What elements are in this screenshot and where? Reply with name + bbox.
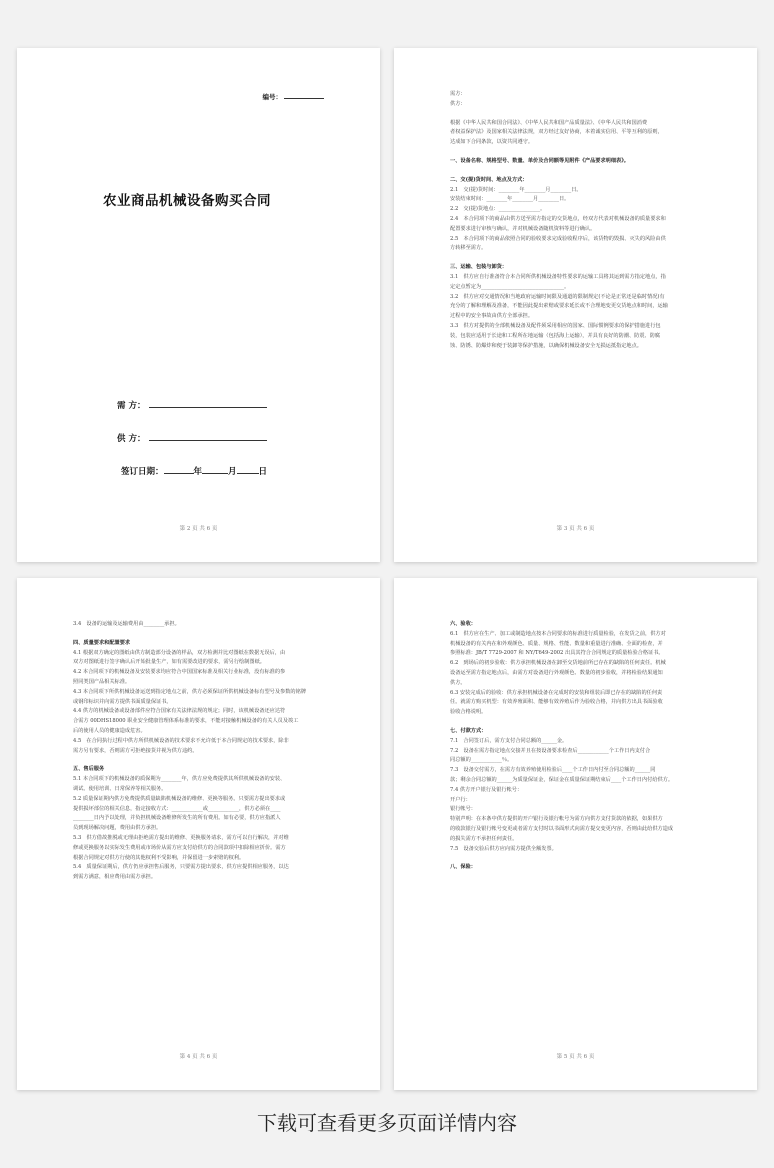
page-number: 第 5 页 共 6 页 [556, 1054, 595, 1060]
text-line: 银行帐号： [450, 806, 476, 813]
year-blank [164, 465, 194, 474]
text-line: 修或更换服务以实际发生费用或市场价从需方应支付给供方的合同款项中扣除相应折价。需方 [73, 844, 286, 851]
text-line: 配置要求进行审核与确认，并对机械设备随机资料等进行确认。 [450, 225, 596, 232]
text-line: 提供损坏部位的相关信息，指定接收方式：____________或____________，供方必须在____ [73, 805, 281, 812]
text-line: 者权益保护法》及国家相关法律法规，双方经过友好协商，本着诚实信用、平等互利的原则， [450, 129, 663, 136]
paragraph-gap [450, 854, 727, 863]
text-line: 款；剩余合同总额的______为质量保证金，保证金在质量保证期结束后____个工作日内付给供方。 [450, 776, 674, 783]
buyer-label: 需 方： [117, 401, 146, 411]
buyer-signature-line [117, 399, 267, 411]
section-heading: 五、售后服务 [73, 766, 105, 773]
text-line: ________日内予以处理，并负担机械设备维修所发生的所有费用。如有必要，供方应指派人 [73, 815, 281, 822]
text-line: 蚀、防锈、防爆炸和便于装卸等保护措施，以确保机械设备安全无损运抵指定地点。 [450, 342, 642, 349]
text-line: 合需方 00DHS18000 职业安全健康管理体系标准的要求，不能对接触机械设备的有关人员及竣工 [73, 718, 299, 725]
text-line: 装，包装应适用于长途和工程所在地运输（包括海上运输），并具有良好的防潮、防震、防腐 [450, 332, 661, 339]
page-body [450, 90, 727, 351]
text-line: 4.3 本合同项下所供机械设备运送到指定地点之前，供方必须保证所供机械设备标有型号及参数的铭牌 [73, 688, 306, 695]
text-line: 参照标准：JB/T 7729-2007 和 NY/T649-2002 出具其符合合同规定的质量检验合格证书。 [450, 650, 664, 657]
year-label: 年 [193, 467, 203, 477]
text-line: 过程中的安全事故由供方全部承担。 [450, 313, 534, 320]
text-line: 4.4 供方的机械设备或设备部件应符合国家有关法律法规的规定；同时，该机械设备还应达符 [73, 708, 286, 715]
page-number: 第 4 页 共 6 页 [179, 1054, 218, 1060]
contract-page-5 [394, 578, 757, 1090]
day-blank [237, 465, 259, 474]
page-body [73, 620, 350, 883]
text-line: 供方： [450, 100, 466, 107]
text-line: 验收合格说明。 [450, 709, 487, 716]
text-line: 到需方满意，相应费用由需方承担。 [73, 874, 157, 881]
text-line: 7.1 合同签订后，需方支付合同总额的______金。 [450, 737, 568, 744]
text-line: 3.1 供方应自行准备符合本合同所供机械设备特性要求的运输工具将其运到需方指定地点，指 [450, 273, 666, 280]
contract-page-2 [17, 48, 380, 562]
text-line: 3.2 供方应对交通情况和当地政府运输时间限及通道的限制规定(不论是正常还是临时情况)有 [450, 293, 665, 300]
paragraph-gap [450, 110, 727, 119]
text-line: 3.3 供方对提供的全部机械设备及配件须采用相应的国家、国际惯例要求的保护措施进行包 [450, 322, 661, 329]
text-line: 开户行： [450, 796, 471, 803]
contract-page-3 [394, 48, 757, 562]
contract-number-field [263, 92, 325, 101]
text-line: 2.5 本合同项下的商品依照合同的验收要求完成验收程序后，该货物的毁损、灭失的风险由供 [450, 235, 666, 242]
text-line: 6.3 安装完成后的验收：供方承担机械设备在完成时的安装和组装后即已存在的缺陷的任何责 [450, 689, 663, 696]
text-line: 的收款银行及银行帐号变更或者需方支付时以书面形式向需方提交变更内容，否则由此给供方造成 [450, 825, 674, 832]
text-line: 员到现场解决问题，费用由供方承担。 [73, 825, 162, 832]
text-line: 后的使用人员的健康造成危害。 [73, 727, 146, 734]
text-line: 根据合同规定对供方行使的其他权利不受影响，并保留进一步索赔的权利。 [73, 854, 245, 861]
paragraph-gap [450, 254, 727, 263]
sign-date-line [121, 465, 267, 477]
text-line: 充分的了解和理解及准备，不能因此提出索赔或要求延长或不合理地变更交货地点和时间，运输 [450, 303, 668, 310]
text-line: 的损失需方不承担任何责任。 [450, 835, 518, 842]
month-label: 月 [228, 467, 237, 477]
buyer-blank [149, 399, 267, 408]
text-line: 7.5 设备交验后供方应向需方提供全额发票。 [450, 845, 557, 852]
text-line: 4.5 在合同执行过程中供方所供机械设备的技术要求不允许低于本合同规定的技术要求，除非 [73, 737, 289, 744]
text-line: 5.2 质量保证期内供方免费提供质量缺陷机械设备的维修、更换等服务。只要需方提出要求或 [73, 795, 286, 802]
text-line: 5.4 质量保证期后，供方仍应承担售后服务，只要需方提出要求，供方应提供相应服务，以达 [73, 864, 289, 871]
text-line: 7.3 设备交付需方，在需方有效养殖使用检验后____个工作日内付至合同总额的______同 [450, 767, 656, 774]
section-heading: 三、运输、包装与卸货： [450, 264, 508, 271]
text-line: 照同类国产品相关标准。 [73, 678, 131, 685]
text-line: 6.1 供方应在生产、加工或制造地点按本合同要求的标准进行质量检验，在发货之前，供方对 [450, 630, 666, 637]
text-line: 双方对图纸进行签字确认后开始批量生产，如有需要改进的要求，需另行绘制图纸。 [73, 659, 265, 666]
text-line: 设备运至需方指定地点后，由需方对设备进行外观颜色、数量的初步验收，并将检验结果通知 [450, 669, 663, 676]
text-line: 方转移至需方。 [450, 245, 487, 252]
day-label: 日 [258, 467, 268, 477]
text-line: 3.4 设备的运输及运输费用由________承担。 [73, 621, 180, 627]
text-line: 2.1 交(提)货时间：________年________月________日。 [450, 186, 582, 193]
contract-number-label: 编号： [262, 93, 282, 101]
seller-label: 供 方： [117, 434, 146, 444]
text-line: 2.4 本合同项下的商品由供方送至需方指定的交货地点，经双方代表对机械设备的质量要求和 [450, 215, 666, 222]
seller-blank [149, 432, 267, 441]
text-line: 4.2 本合同项下的机械设备及安装要求均应符合中国国家标准及相关行业标准，没有标准的参 [73, 669, 286, 676]
text-line: 7.2 设备在需方指定地点交接并且在按设备要求检查后____________个工作日内支付合 [450, 747, 651, 754]
section-heading: 七、付款方式： [450, 727, 487, 734]
text-line: 5.1 本合同项下的机械设备的质保期为________年，供方应免费提供其所供机械设备的安装、 [73, 776, 286, 783]
text-line: 2.2 交(提)货地点：________________。 [450, 206, 546, 213]
paragraph-gap [450, 148, 727, 157]
month-blank [202, 465, 228, 474]
paragraph-gap [73, 756, 350, 765]
section-heading: 二、交(提)货时间、地点及方式： [450, 176, 528, 183]
sign-date-label: 签订日期： [121, 467, 164, 477]
section-heading: 一、设备名称、规格型号、数量、单价及合同额等见附件《产品要求明细表》。 [450, 157, 629, 164]
text-line: 根据《中华人民共和国合同法》、《中华人民共和国产品质量法》、《中华人民共和国消费 [450, 119, 648, 126]
section-heading: 八、保险： [450, 864, 476, 871]
paragraph-gap [450, 167, 727, 176]
contract-title: 农业商品机械设备购买合同 [103, 193, 271, 209]
text-line: 需方另有要求，否则需方可拒绝接货并视为供方违约。 [73, 747, 198, 754]
section-heading: 六、验收： [450, 621, 476, 627]
contract-page-4 [17, 578, 380, 1090]
page-number: 第 2 页 共 6 页 [179, 526, 218, 532]
text-line: 供方。 [450, 679, 466, 686]
text-line: 或钢印标识并向需方提供书面质量保证书。 [73, 698, 172, 705]
text-line: 任。就需方购买机型：有效养殖面积、能够有效养殖后作为验收合格，并向供方出具书面验收 [450, 699, 663, 706]
text-line: 机械设备的有关内在和外观颜色、质量、规格、性能、数量和重量进行准确、全面的检查，并 [450, 640, 663, 647]
seller-signature-line [117, 432, 267, 444]
text-line: 达成如下合同条款，以资共同遵守。 [450, 139, 534, 146]
text-line: 调试、使用培训、日常保养等相关服务。 [73, 785, 167, 792]
paragraph-gap [73, 630, 350, 639]
text-line: 5.3 供方借故推脱或无理由拒绝需方提出的维修、更换服务请求，需方可以自行解决，并对维 [73, 834, 289, 841]
download-more-caption: 下载可查看更多页面详情内容 [257, 1111, 517, 1135]
text-line: 6.2 到场后的初步验收：供方承担机械设备在卸至交货地前所已存在的缺陷的任何责任。机械 [450, 660, 666, 667]
text-line: 同总额的____________％。 [450, 757, 513, 764]
paragraph-gap [450, 718, 727, 727]
section-heading: 四、质量要求和配置要求 [73, 639, 131, 646]
contract-number-line [284, 92, 324, 99]
text-line: 定定点暂定为________________________________。 [450, 283, 570, 290]
text-line: 安装结束时间：________年________月________日。 [450, 196, 570, 203]
page-number: 第 3 页 共 6 页 [556, 526, 595, 532]
text-line: 特别声明：在本条中供方提供的开户银行及银行帐号为需方向供方支付货款的依据，如果供方 [450, 816, 663, 823]
text-line: 需方： [450, 91, 466, 97]
text-line: 7.4 供方开户银行及银行帐号： [450, 786, 523, 793]
text-line: 4.1 根据双方确定的图纸由供方制造部分设备的样品，双方检测并比对图纸在数据无误后，由 [73, 649, 286, 656]
page-body [450, 620, 727, 873]
